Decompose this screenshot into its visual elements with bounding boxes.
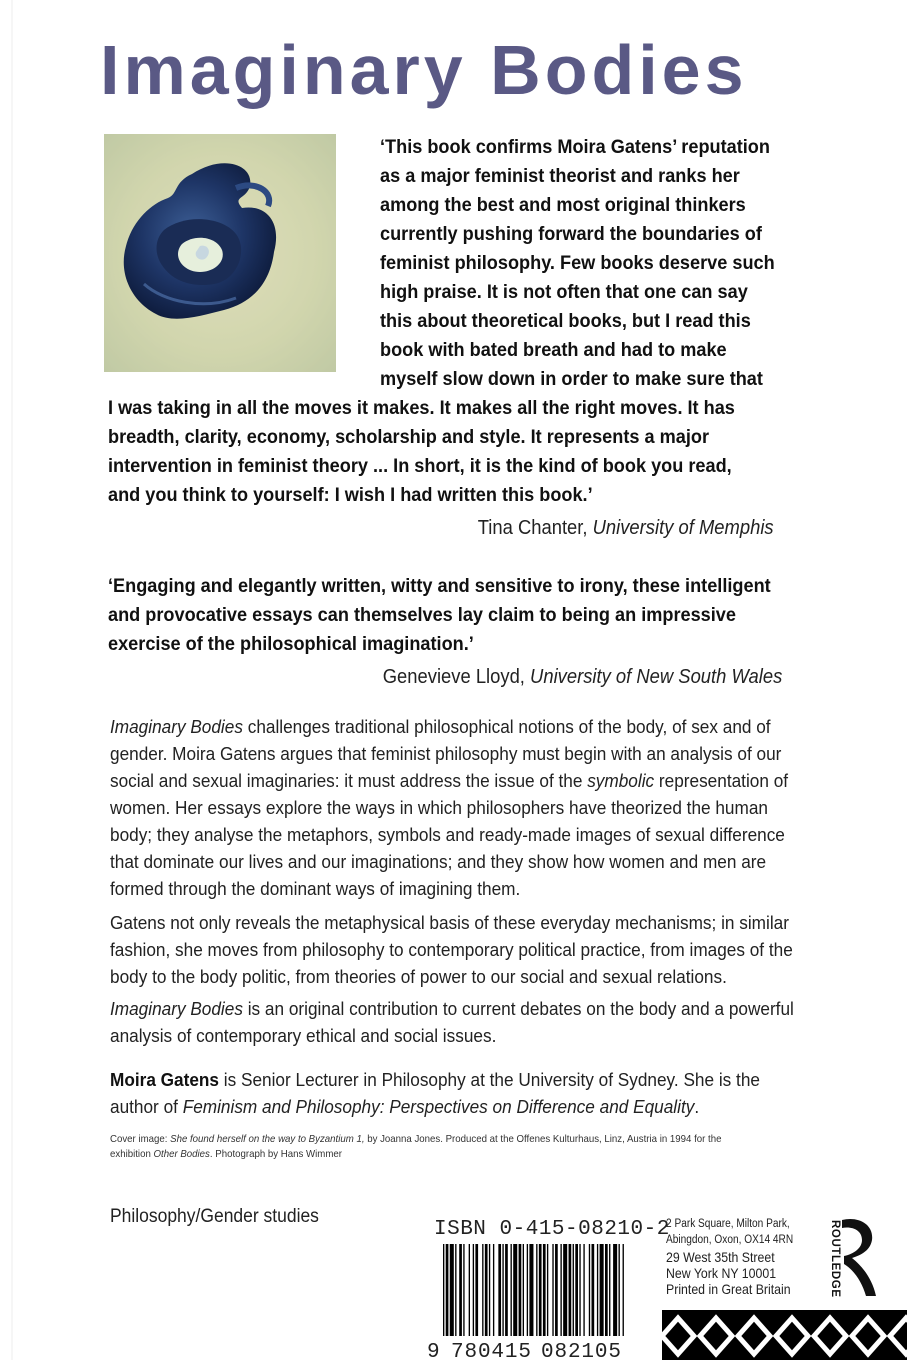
- isbn-label: ISBN 0-415-08210-2: [434, 1218, 670, 1241]
- publisher-name: ROUTLEDGE: [829, 1220, 841, 1298]
- barcode-bar: [605, 1244, 608, 1336]
- barcode-bar: [473, 1244, 474, 1336]
- barcode-bar: [555, 1244, 558, 1336]
- publisher-address-line: 2 Park Square, Milton Park,: [666, 1218, 790, 1230]
- description-line: body; they analyse the metaphors, symbols and ready-made images of sexual difference: [110, 824, 785, 845]
- praise-quote-line: among the best and most original thinkers: [380, 194, 746, 216]
- barcode-bar: [563, 1244, 567, 1336]
- praise-quote-line: currently pushing forward the boundaries of: [380, 223, 762, 245]
- barcode-bar: [613, 1244, 617, 1336]
- barcode: [425, 1244, 630, 1360]
- praise-quote-line: I was taking in all the moves it makes. It makes all the right moves. It has: [108, 397, 735, 419]
- barcode-bar: [536, 1244, 537, 1336]
- decorative-pattern: [662, 1310, 907, 1360]
- routledge-r-icon: [842, 1219, 876, 1296]
- description-line: analysis of contemporary ethical and social issues.: [110, 1025, 497, 1046]
- praise-attribution: [478, 517, 774, 540]
- praise-quote-line: feminist philosophy. Few books deserve such: [380, 252, 775, 274]
- praise-quote-line: intervention in feminist theory ... In short, it is the kind of book you read,: [108, 455, 732, 477]
- author-name: Moira Gatens: [110, 1069, 219, 1090]
- barcode-bar: [489, 1244, 490, 1336]
- barcode-digits-left: 780415: [451, 1341, 531, 1360]
- publisher-address-line: New York NY 10001: [666, 1265, 777, 1281]
- cover-art-image: [104, 134, 336, 372]
- praise-author: Genevieve Lloyd,: [382, 666, 530, 688]
- author-bio-line: Moira Gatens is Senior Lecturer in Philosophy at the University of Sydney. She is the: [110, 1069, 760, 1090]
- praise-author: Tina Chanter,: [478, 517, 594, 539]
- praise-quote-line: breadth, clarity, economy, scholarship and style. It represents a major: [108, 426, 710, 448]
- praise-quote-line: book with bated breath and had to make: [380, 339, 727, 361]
- barcode-bar: [592, 1244, 595, 1336]
- barcode-bar: [513, 1244, 517, 1336]
- book-title-inline: Imaginary Bodies: [110, 998, 243, 1019]
- praise-quote-line: exercise of the philosophical imagination.’: [108, 633, 474, 655]
- description-line: Imaginary Bodies is an original contribution to current debates on the body and a powerful: [110, 998, 794, 1019]
- praise-quote-line: myself slow down in order to make sure that: [380, 368, 763, 390]
- barcode-bar: [579, 1244, 580, 1336]
- routledge-logo: [818, 1216, 880, 1300]
- barcode-bar: [600, 1244, 604, 1336]
- praise-quote-line: ‘This book confirms Moira Gatens’ reputation: [380, 136, 770, 158]
- barcode-bar: [493, 1244, 494, 1336]
- author-bio-line: author of Feminism and Philosophy: Perspectives on Difference and Equality.: [110, 1096, 700, 1117]
- barcode-bar: [498, 1244, 501, 1336]
- description-line: gender. Moira Gatens argues that feminist philosophy must begin with an analysis of our: [110, 743, 782, 764]
- praise-quote-line: as a major feminist theorist and ranks her: [380, 165, 740, 187]
- publisher-address-line: 29 West 35th Street: [666, 1249, 775, 1265]
- cover-credit-line: Cover image: She found herself on the way to Byzantium 1, by Joanna Jones. Produced at the Offenes Kulturhaus, Linz, Austria in 1994 for the: [110, 1133, 722, 1145]
- praise-quote-line: this about theoretical books, but I read this: [380, 310, 751, 332]
- barcode-bar: [482, 1244, 483, 1336]
- barcode-bar: [583, 1244, 584, 1336]
- praise-quote-line: and you think to yourself: I wish I had written this book.’: [108, 484, 593, 506]
- barcode-bar: [519, 1244, 522, 1336]
- book-title-inline: Imaginary Bodies: [110, 716, 243, 737]
- barcode-bar: [573, 1244, 574, 1336]
- barcode-bar: [543, 1244, 546, 1336]
- barcode-digits-right: 082105: [541, 1341, 621, 1360]
- praise-quote-line: ‘Engaging and elegantly written, witty and sensitive to irony, these intelligent: [108, 575, 771, 597]
- barcode-bar: [552, 1244, 553, 1336]
- description-line: women. Her essays explore the ways in which philosophers have theorized the human: [110, 797, 768, 818]
- barcode-bar: [511, 1244, 512, 1336]
- publisher-address-line: Abingdon, Oxon, OX14 4RN: [666, 1234, 794, 1246]
- book-title: Imaginary Bodies: [100, 31, 748, 109]
- barcode-bar: [539, 1244, 542, 1336]
- barcode-bar: [575, 1244, 578, 1336]
- praise-affiliation: University of Memphis: [593, 517, 774, 539]
- description-line: Imaginary Bodies challenges traditional philosophical notions of the body, of sex and of: [110, 716, 771, 737]
- description-line: social and sexual imaginaries: it must address the issue of the symbolic representation of: [110, 770, 789, 791]
- barcode-bar: [459, 1244, 462, 1336]
- barcode-bar: [547, 1244, 548, 1336]
- barcode-bar: [597, 1244, 598, 1336]
- barcode-bar: [609, 1244, 610, 1336]
- barcode-bar: [523, 1244, 524, 1336]
- publisher-address-line: Printed in Great Britain: [666, 1281, 791, 1297]
- barcode-bar: [469, 1244, 470, 1336]
- description-line: formed through the dominant ways of imagining them.: [110, 878, 521, 899]
- barcode-bar: [475, 1244, 478, 1336]
- subject-category: Philosophy/Gender studies: [110, 1206, 319, 1227]
- cover-credit-line: exhibition Other Bodies. Photograph by Hans Wimmer: [110, 1148, 342, 1160]
- barcode-bar: [502, 1244, 503, 1336]
- barcode-bar: [589, 1244, 590, 1336]
- barcode-bar: [560, 1244, 561, 1336]
- barcode-bar: [455, 1244, 456, 1336]
- barcode-bar: [527, 1244, 528, 1336]
- praise-attribution: [382, 666, 782, 689]
- barcode-bar: [485, 1244, 488, 1336]
- praise-quote-line: and provocative essays can themselves lay claim to being an impressive: [108, 604, 736, 626]
- barcode-digit-lead: 9: [427, 1341, 440, 1360]
- barcode-bar: [463, 1244, 464, 1336]
- description-line: body to the body politic, from theories of power to our social and sexual relations.: [110, 966, 727, 987]
- praise-quote-line: high praise. It is not often that one can say: [380, 281, 748, 303]
- praise-affiliation: University of New South Wales: [529, 666, 782, 688]
- barcode-bar: [505, 1244, 508, 1336]
- barcode-bar: [529, 1244, 533, 1336]
- description-line: that dominate our lives and our imaginations; and they show how women and men are: [110, 851, 767, 872]
- description-line: Gatens not only reveals the metaphysical basis of these everyday mechanisms; in similar: [110, 912, 789, 933]
- barcode-bar: [450, 1244, 454, 1336]
- description-line: fashion, she moves from philosophy to contemporary political practice, from images of the: [110, 939, 793, 960]
